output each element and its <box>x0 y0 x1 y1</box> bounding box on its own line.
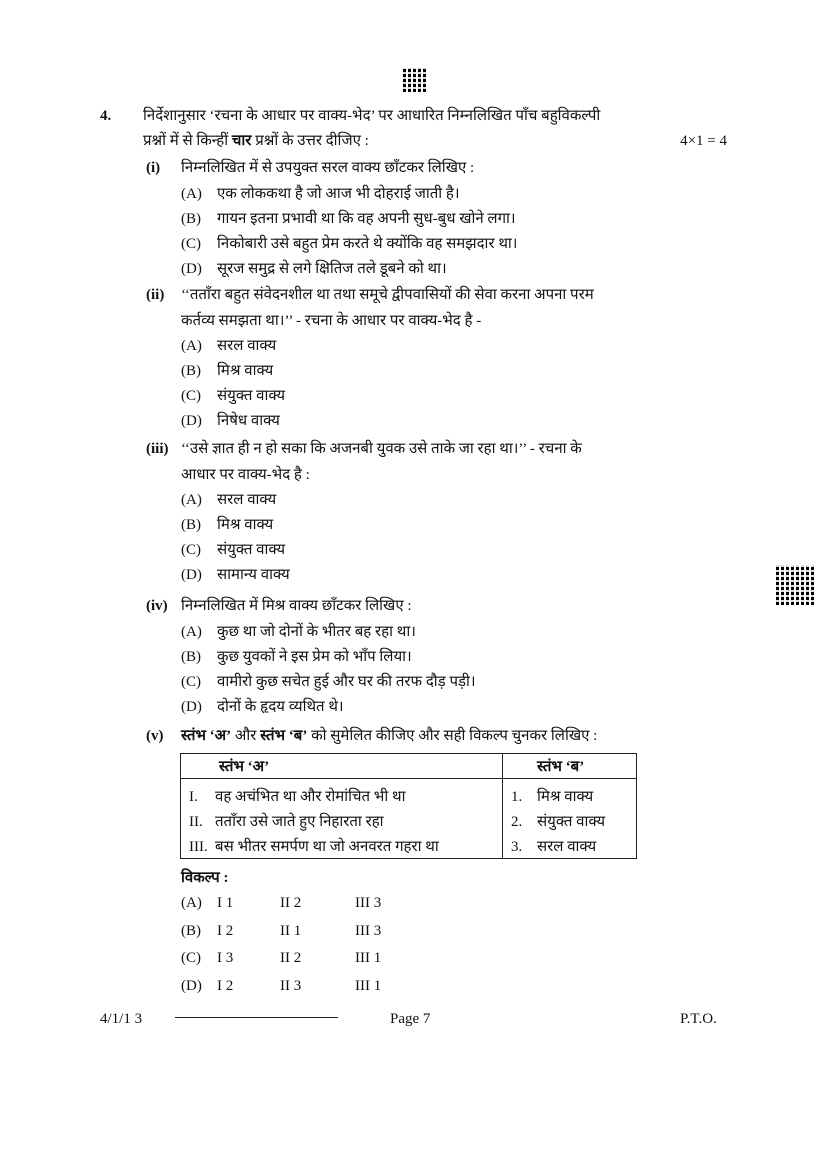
option-pair: III 3 <box>355 922 382 939</box>
option-letter: (D) <box>181 567 202 583</box>
column-b-cell <box>503 779 637 809</box>
option-text: निकोबारी उसे बहुत प्रेम करते थे क्योंकि वह समझदार था। <box>217 235 518 252</box>
option-letter: (D) <box>181 978 202 995</box>
instruction-text: प्रश्नों के उत्तर दीजिए : <box>251 133 369 149</box>
instruction-line-1: निर्देशानुसार ‘रचना के आधार पर वाक्य-भेद’ पर आधारित निम्नलिखित पाँच बहुविकल्पी <box>143 108 601 124</box>
option-pair: II 2 <box>280 895 302 911</box>
roman-numeral: III. <box>189 838 208 855</box>
column-b-cell <box>503 808 637 833</box>
subquestion-text: कर्तव्य समझता था।’’ - रचना के आधार पर वाक्य-भेद है - <box>181 312 482 329</box>
row-number: 3. <box>511 838 523 855</box>
cell-text: वह अचंभित था और रोमांचित भी था <box>215 788 406 805</box>
option-letter: (B) <box>181 363 201 379</box>
option-text: एक लोककथा है जो आज भी दोहराई जाती है। <box>217 185 460 202</box>
instruction-text: को सुमेलित कीजिए और सही विकल्प चुनकर लिखिए : <box>307 728 598 744</box>
option-letter: (A) <box>181 895 202 911</box>
option-text: सरल वाक्य <box>217 338 277 354</box>
subquestion-text: निम्नलिखित में मिश्र वाक्य छाँटकर लिखिए : <box>181 598 412 614</box>
question-number: 4. <box>100 108 112 124</box>
option-text: कुछ युवकों ने इस प्रेम को भाँप लिया। <box>217 648 412 665</box>
subquestion-number: (i) <box>146 160 161 176</box>
option-letter: (D) <box>181 413 202 429</box>
row-number: 1. <box>511 788 523 805</box>
subquestion-number: (iii) <box>146 441 169 457</box>
subquestion-text: निम्नलिखित में से उपयुक्त सरल वाक्य छाँटकर लिखिए : <box>181 160 475 176</box>
option-pair: II 2 <box>280 950 302 967</box>
marks: 4×1 = 4 <box>680 133 727 149</box>
option-letter: (C) <box>181 235 201 252</box>
match-instruction <box>181 726 597 746</box>
option-letter: (B) <box>181 922 201 939</box>
option-text: सामान्य वाक्य <box>217 567 290 583</box>
subquestion-number: (iv) <box>146 598 168 614</box>
option-letter: (D) <box>181 698 202 715</box>
cell-text: सरल वाक्य <box>537 838 597 855</box>
instruction-text: और <box>231 728 261 744</box>
option-text: संयुक्त वाक्य <box>217 542 286 558</box>
option-letter: (B) <box>181 517 201 533</box>
paper-code: 4/1/1 3 <box>100 1011 143 1027</box>
option-text: वामीरो कुछ सचेत हुई और घर की तरफ दौड़ पड़ी। <box>217 673 476 690</box>
option-pair: II 1 <box>280 922 302 939</box>
table-row <box>181 833 637 859</box>
column-a-cell <box>181 779 503 809</box>
option-text: कुछ था जो दोनों के भीतर बह रहा था। <box>217 623 416 640</box>
option-pair: II 3 <box>280 978 302 995</box>
option-letter: (A) <box>181 338 202 354</box>
subquestion-text: ‘‘तताँरा बहुत संवेदनशील था तथा समूचे द्वीपवासियों की सेवा करना अपना परम <box>181 287 594 303</box>
option-text: दोनों के हृदय व्यथित थे। <box>217 698 344 715</box>
option-text: मिश्र वाक्य <box>217 363 274 379</box>
cell-text: संयुक्त वाक्य <box>537 813 606 830</box>
roman-numeral: I. <box>189 788 198 805</box>
cell-text: मिश्र वाक्य <box>537 788 594 805</box>
option-pair: I 2 <box>217 978 234 995</box>
subquestion-number: (ii) <box>146 287 165 303</box>
instruction-text: प्रश्नों में से किन्हीं <box>143 133 232 149</box>
subquestion-text: आधार पर वाक्य-भेद है : <box>181 466 310 483</box>
column-b-header: स्तंभ ‘ब’ <box>503 754 637 779</box>
option-pair: I 3 <box>217 950 234 967</box>
option-text: गायन इतना प्रभावी था कि वह अपनी सुध-बुध खोने लगा। <box>217 210 516 227</box>
option-text: सूरज समुद्र से लगे क्षितिज तले डूबने को था। <box>217 260 447 277</box>
column-a-header: स्तंभ ‘अ’ <box>181 754 503 779</box>
column-b-label: स्तंभ ‘ब’ <box>260 728 308 744</box>
option-pair: III 3 <box>355 895 382 911</box>
subquestion-number: (v) <box>146 728 164 744</box>
column-a-label: स्तंभ ‘अ’ <box>181 728 232 744</box>
row-number: 2. <box>511 813 523 830</box>
qr-code-top <box>403 68 427 92</box>
option-letter: (C) <box>181 950 201 967</box>
roman-numeral: II. <box>189 813 203 830</box>
footer-divider <box>175 1017 338 1018</box>
option-letter: (A) <box>181 623 202 640</box>
option-text: मिश्र वाक्य <box>217 517 274 533</box>
match-table <box>180 753 637 859</box>
option-letter: (A) <box>181 185 202 202</box>
option-text: सरल वाक्य <box>217 492 277 508</box>
option-letter: (C) <box>181 388 201 404</box>
page-number: Page 7 <box>390 1011 431 1027</box>
option-pair: I 2 <box>217 922 234 939</box>
column-b-cell <box>503 833 637 859</box>
option-pair: III 1 <box>355 978 382 995</box>
option-letter: (A) <box>181 492 202 508</box>
cell-text: बस भीतर समर्पण था जो अनवरत गहरा था <box>215 838 439 855</box>
table-row <box>181 808 637 833</box>
option-letter: (B) <box>181 210 201 227</box>
column-a-cell <box>181 808 503 833</box>
option-text: संयुक्त वाक्य <box>217 388 286 404</box>
subquestion-text: ‘‘उसे ज्ञात ही न हो सका कि अजनबी युवक उसे ताके जा रहा था।’’ - रचना के <box>181 441 582 457</box>
option-letter: (D) <box>181 260 202 277</box>
option-letter: (C) <box>181 542 201 558</box>
instruction-bold: चार <box>231 133 252 149</box>
pto: P.T.O. <box>680 1011 717 1027</box>
instruction-line-2 <box>143 131 369 151</box>
options-label: विकल्प : <box>181 870 229 886</box>
option-letter: (B) <box>181 648 201 665</box>
option-pair: I 1 <box>217 895 234 911</box>
option-pair: III 1 <box>355 950 382 967</box>
table-row <box>181 779 637 809</box>
qr-code-side <box>776 565 816 605</box>
cell-text: तताँरा उसे जाते हुए निहारता रहा <box>215 813 384 830</box>
option-text: निषेध वाक्य <box>217 413 280 429</box>
option-letter: (C) <box>181 673 201 690</box>
column-a-cell <box>181 833 503 859</box>
